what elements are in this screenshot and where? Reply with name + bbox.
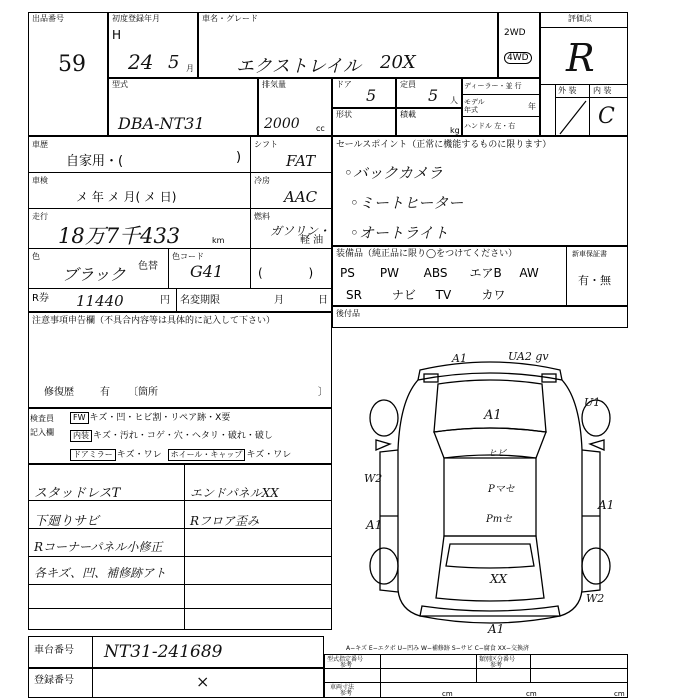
color-label: 色 <box>32 252 40 261</box>
dmg-note-2: UA2 gv <box>508 350 549 363</box>
inspector-row-mirror <box>70 447 291 461</box>
equipment-row-2 <box>346 286 506 303</box>
repair-value: 有 <box>100 387 110 398</box>
dmg-note-11: Pマセ <box>488 484 515 495</box>
equip-tv: TV <box>435 288 452 302</box>
inspector-label-2: 記入欄 <box>30 428 54 437</box>
fw-label: FW <box>70 412 89 424</box>
capacity-unit: 人 <box>450 96 458 105</box>
equip-navi: ナビ <box>391 288 416 302</box>
damage-legend: A−キズ E−エクボ U−凹み W−補修跡 S−サビ C−腐食 XX−交換済 <box>346 645 529 652</box>
recycle-value: 11440 <box>76 292 124 310</box>
recycle-unit: 円 <box>160 295 170 306</box>
load-unit: kg <box>450 126 460 135</box>
dmg-note-6: W2 <box>364 472 383 485</box>
handle-label: ハンドル 左・右 <box>464 122 516 130</box>
color-code-value: G41 <box>190 262 224 281</box>
new-car-value: 有・無 <box>578 274 611 287</box>
fw-text: キズ・凹・ヒビ割・リペア跡・X要 <box>89 413 231 423</box>
fuel-value: ガソリン・ <box>270 224 331 238</box>
inspector-row-int <box>70 428 273 442</box>
capacity-label: 定員 <box>400 80 416 89</box>
extra-1b: 参考 <box>340 662 353 669</box>
inspection-value: メ 年 メ 月( メ 日) <box>76 190 177 204</box>
plate-value: × <box>196 672 210 691</box>
repair-label: 修復歴 <box>44 387 74 398</box>
drive-4wd: 4WD <box>504 52 532 64</box>
dmg-note-13: XX <box>490 572 508 586</box>
rating-label: 評価点 <box>568 14 592 23</box>
model-year-label: モデル年式 <box>464 98 485 114</box>
drive-box <box>498 12 540 78</box>
int-text: キズ・汚れ・コゲ・穴・ヘタリ・破れ・破し <box>93 431 273 441</box>
name-change-day: 日 <box>318 295 328 306</box>
type-label: 型式 <box>112 80 128 89</box>
diagram-wheel-rl <box>370 548 398 584</box>
color-value: ブラック <box>62 265 126 284</box>
rating-value: R <box>566 36 595 80</box>
mileage-value: 18万7千433 <box>58 224 181 248</box>
extra-3: 車両寸法 <box>330 684 355 691</box>
doors-label: ドア <box>336 80 352 89</box>
diagram-rear-window <box>446 544 534 568</box>
usage-close: ) <box>236 150 242 165</box>
chassis-label: 車台番号 <box>34 645 74 656</box>
remark-right-1: エンドパネルXX <box>190 486 279 500</box>
notes-title: 注意事項申告欄（不具合内容等は具体的に記入して下さい） <box>32 316 276 326</box>
equipment-title: 装備品（純正品に限り◯をつけてください） <box>336 249 518 259</box>
int-label: 内装 <box>70 430 92 442</box>
drive-2wd: 2WD <box>504 28 526 38</box>
sales-title: セールスポイント（正常に機能するものに限ります） <box>336 140 552 150</box>
model-grade-label: 車名・グレード <box>202 14 258 23</box>
equip-sr: SR <box>346 288 362 302</box>
extra-unit-2: cm <box>526 690 537 698</box>
later-label: 後付品 <box>336 309 360 318</box>
diagram-door-left <box>380 450 398 592</box>
diagram-rear-bumper <box>420 606 560 623</box>
equip-leather: カワ <box>481 288 506 302</box>
lot-value: 59 <box>58 52 86 77</box>
name-change-month: 月 <box>274 295 284 306</box>
displacement-value: 2000 <box>264 116 300 132</box>
color-code-label: 色コード <box>172 252 204 261</box>
year-unit: 年 <box>528 102 536 111</box>
diagram-door-right <box>582 450 600 592</box>
reg-year-value: 24 <box>128 50 154 74</box>
equipment-row-1 <box>340 264 539 281</box>
new-car-label: 新車保証書 <box>572 250 607 258</box>
shift-label: シフト <box>254 140 278 149</box>
later-box <box>332 306 628 328</box>
load-label: 積載 <box>400 110 416 119</box>
dmg-note-8: W2 <box>586 592 605 605</box>
extra-2b: 参考 <box>490 662 503 669</box>
fuel-label: 燃料 <box>254 212 270 221</box>
exterior-label: 外 装 <box>558 86 577 95</box>
mileage-unit: km <box>212 236 225 245</box>
dealer-label: ディーラー・並 行 <box>464 82 522 90</box>
dmg-note-3: U1 <box>584 396 601 409</box>
fuel-paren: ( ) <box>258 266 314 280</box>
extra-unit-1: cm <box>442 690 453 698</box>
capacity-value: 5 <box>428 86 439 105</box>
ac-label: 冷房 <box>254 176 270 185</box>
remark-left-2: 下廻りサビ <box>34 514 100 529</box>
interior-value: C <box>598 104 615 129</box>
month-unit: 月 <box>186 64 194 73</box>
extra-2: 類別区分番号 <box>479 656 516 663</box>
dmg-note-12: Pmセ <box>486 514 513 525</box>
usage-label: 車歴 <box>32 140 48 149</box>
shape-label: 形状 <box>336 110 352 119</box>
ac-value: AAC <box>284 188 318 206</box>
inspector-label-1: 検査員 <box>30 414 54 423</box>
dmg-note-4: A1 <box>484 408 502 423</box>
dmg-note-7: A1 <box>366 518 383 532</box>
displacement-label: 排気量 <box>262 80 286 89</box>
dmg-note-5: A1 <box>598 498 615 512</box>
wheel-label: ホイール・キャップ <box>168 449 246 461</box>
chassis-value: NT31-241689 <box>104 642 223 662</box>
dmg-note-10: ヒビ <box>488 449 507 459</box>
mirror-label: ドアミラー <box>70 449 116 461</box>
color-change-label: 色替 <box>138 261 158 272</box>
lot-label: 出品番号 <box>32 14 64 23</box>
inspector-row-fw <box>70 410 230 424</box>
dmg-note-9: A1 <box>488 622 505 636</box>
exterior-slash <box>556 98 589 136</box>
interior-label: 内 装 <box>593 86 612 95</box>
sales-point-1: ◦バックカメラ <box>344 164 443 182</box>
grade-value: 20X <box>380 52 416 73</box>
wheel-text: キズ・ワレ <box>246 450 292 460</box>
model-name: エクストレイル <box>236 56 361 77</box>
shift-value: FAT <box>286 152 316 170</box>
type-value: DBA-NT31 <box>118 114 205 133</box>
plate-label: 登録番号 <box>34 675 74 686</box>
light-oil: 軽 油 <box>300 235 324 246</box>
diagram-front-bumper <box>418 362 562 380</box>
sales-point-3: ◦オートライト <box>350 224 449 242</box>
extra-1: 型式指定番号 <box>327 656 364 663</box>
diagram-wheel-rr <box>582 548 610 584</box>
equip-abs: ABS <box>423 266 448 280</box>
displacement-unit: cc <box>316 124 325 133</box>
era-value: H <box>112 28 122 42</box>
extra-unit-3: cm <box>614 690 625 698</box>
inspection-label: 車検 <box>32 176 48 185</box>
mileage-label: 走行 <box>32 212 48 221</box>
doors-value: 5 <box>366 86 377 105</box>
equip-pw: PW <box>379 266 399 280</box>
diagram-hood <box>434 380 546 432</box>
usage-value: 自家用・( <box>66 154 124 169</box>
recycle-label: R券 <box>32 293 49 304</box>
diagram-wheel-fl <box>370 400 398 436</box>
remark-right-2: Rフロア歪み <box>190 514 260 528</box>
repair-close: 〕 <box>318 387 328 398</box>
extra-3b: 参考 <box>340 690 353 697</box>
equip-aw: AW <box>519 266 539 280</box>
reg-month-value: 5 <box>168 52 180 73</box>
repair-place: 〔箇所 <box>128 387 158 398</box>
sales-point-2: ◦ミートヒーター <box>350 194 464 212</box>
equip-airbag: エアB <box>469 266 502 280</box>
first-reg-label: 初度登録年月 <box>112 14 160 23</box>
remark-left-3: Rコーナーパネル小修正 <box>34 540 163 554</box>
name-change-label: 名変期限 <box>180 295 220 306</box>
remark-left-1: スタッドレスT <box>34 486 121 501</box>
remark-left-4: 各キズ、凹、補修跡アト <box>34 566 167 580</box>
mirror-text: キズ・ワレ <box>116 450 162 460</box>
equip-ps: PS <box>340 266 355 280</box>
dmg-note-1: A1 <box>452 352 467 365</box>
